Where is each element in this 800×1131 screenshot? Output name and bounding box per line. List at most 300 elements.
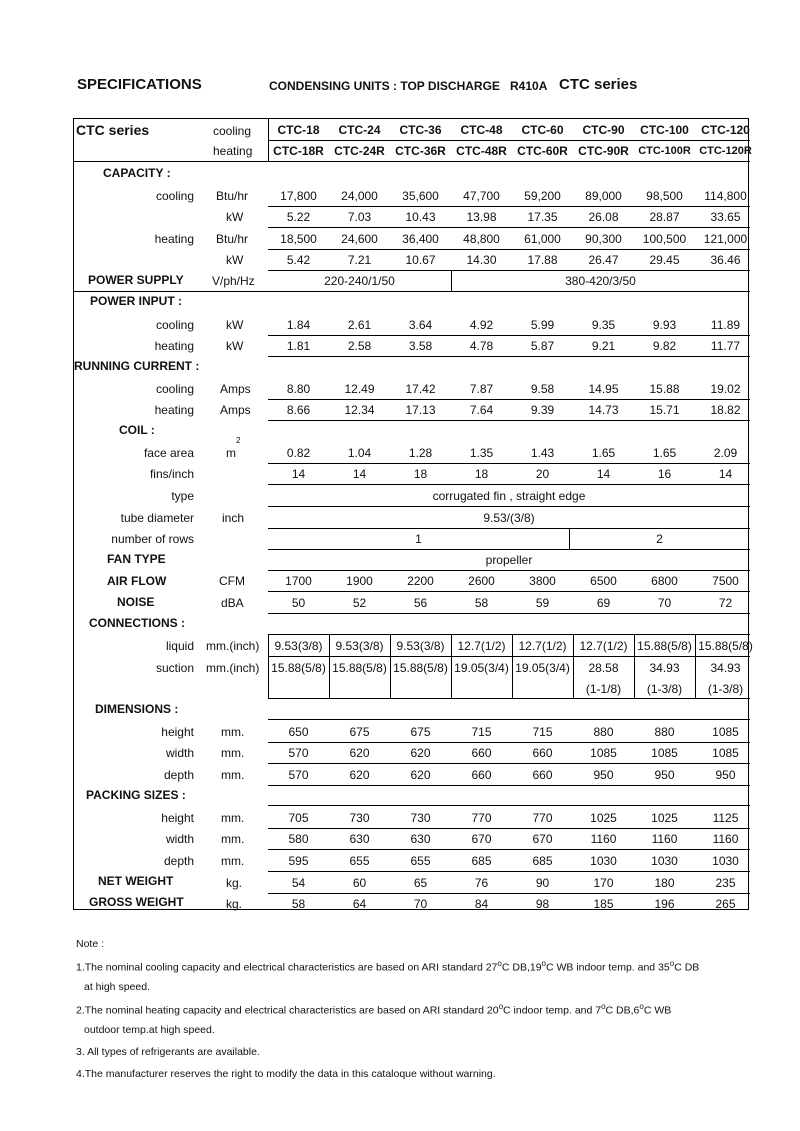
section-running-current: RUNNING CURRENT :	[74, 359, 200, 373]
gross-weight-value: 196	[654, 897, 675, 911]
cell-divider	[512, 634, 513, 698]
liquid-value: 15.88(5/8)	[637, 639, 692, 653]
section-fan-type: FAN TYPE	[107, 552, 166, 566]
section-dimensions: DIMENSIONS :	[95, 702, 179, 716]
capacity-heating-kw-value: 5.42	[286, 253, 311, 267]
liquid-value: 9.53(3/8)	[274, 639, 323, 653]
power-input-cooling-value: 9.93	[652, 318, 677, 332]
capacity-cooling-btu-value: 89,000	[585, 189, 622, 203]
unit-m2-superscript: 2	[236, 436, 241, 445]
unit-m2: m	[226, 446, 236, 460]
capacity-cooling-btu-value: 59,200	[524, 189, 561, 203]
power-input-heating-value: 9.21	[591, 339, 616, 353]
net-weight-value: 65	[413, 876, 428, 890]
power-input-cooling-value: 5.99	[530, 318, 555, 332]
unit-mm: mm.	[221, 725, 245, 739]
section-power-input: POWER INPUT :	[90, 294, 182, 308]
dim-depth-value: 950	[654, 768, 675, 782]
current-heating-value: 14.73	[588, 403, 619, 417]
cell-divider	[390, 634, 391, 698]
row-underline	[268, 399, 750, 400]
pack-depth-value: 1030	[712, 854, 739, 868]
suction-sub-value: (1-3/8)	[646, 682, 683, 696]
power-input-cooling-value: 2.61	[347, 318, 372, 332]
cell-divider	[451, 271, 452, 291]
dim-depth-value: 950	[593, 768, 614, 782]
pack-width-value: 1160	[712, 832, 739, 846]
net-weight-value: 76	[474, 876, 489, 890]
current-cooling-value: 19.02	[710, 382, 741, 396]
current-heating-value: 7.64	[469, 403, 494, 417]
cell-divider	[634, 634, 635, 698]
unit-amps: Amps	[220, 382, 251, 396]
fins-inch-value: 20	[535, 467, 550, 481]
degree-mark: o	[497, 959, 502, 968]
pack-width-value: 1160	[590, 832, 617, 846]
row-underline	[268, 249, 750, 250]
model-heating-name: CTC-90R	[578, 144, 629, 158]
section-gross-weight: GROSS WEIGHT	[89, 895, 184, 909]
capacity-heating-btu-value: 100,500	[642, 232, 687, 246]
note-2-text-c: C DB,6	[605, 1004, 640, 1017]
power-input-heating-value: 3.58	[408, 339, 433, 353]
dim-depth-value: 570	[288, 768, 309, 782]
pack-depth-value: 655	[349, 854, 370, 868]
note-2-text-d: C WB	[643, 1004, 672, 1017]
power-input-cooling-value: 4.92	[469, 318, 494, 332]
unit-cfm: CFM	[219, 574, 245, 588]
current-cooling-value: 15.88	[649, 382, 680, 396]
power-input-heating-value: 11.77	[710, 339, 741, 353]
suction-value: 19.05(3/4)	[515, 661, 570, 675]
power-heating-label: heating	[154, 339, 194, 353]
model-heating-name: CTC-100R	[638, 145, 691, 157]
header-divider	[268, 140, 750, 141]
capacity-heating-kw-value: 36.46	[710, 253, 741, 267]
capacity-heating-btu-value: 36,400	[402, 232, 439, 246]
model-heating-name: CTC-36R	[395, 144, 446, 158]
power-input-heating-value: 2.58	[347, 339, 372, 353]
row-underline	[268, 719, 750, 720]
row-underline	[268, 227, 750, 228]
series-label: CTC series	[76, 122, 150, 138]
fins-inch-value: 14	[352, 467, 367, 481]
face-area-value: 1.35	[469, 446, 494, 460]
power-input-cooling-value: 3.64	[408, 318, 433, 332]
rows-value-a: 1	[415, 532, 422, 546]
full-row-divider	[74, 291, 750, 292]
capacity-cooling-kw-value: 26.08	[588, 210, 619, 224]
pack-depth-value: 655	[410, 854, 431, 868]
section-air-flow: AIR FLOW	[107, 574, 167, 588]
current-heating-value: 17.13	[405, 403, 436, 417]
note-2-cont: outdoor temp.at high speed.	[84, 1024, 215, 1036]
capacity-cooling-kw-value: 17.35	[527, 210, 558, 224]
capacity-cooling-btu-value: 35,600	[402, 189, 439, 203]
power-input-heating-value: 4.78	[469, 339, 494, 353]
current-heating-value: 8.66	[286, 403, 311, 417]
current-heating-label: heating	[154, 403, 194, 417]
model-cooling-name: CTC-100	[640, 123, 689, 137]
pack-width-value: 630	[410, 832, 431, 846]
current-heating-value: 18.82	[710, 403, 741, 417]
capacity-cooling-kw-value: 28.87	[649, 210, 680, 224]
note-3: 3. All types of refrigerants are available.	[76, 1046, 260, 1058]
current-cooling-value: 9.58	[530, 382, 555, 396]
dim-width-value: 620	[410, 746, 431, 760]
tube-diameter-value: 9.53/(3/8)	[483, 511, 535, 525]
unit-mm: mm.	[221, 746, 245, 760]
net-weight-value: 235	[715, 876, 736, 890]
note-2-text-b: C indoor temp. and 7	[503, 1004, 602, 1017]
unit-kw: kW	[226, 318, 244, 332]
net-weight-value: 180	[654, 876, 675, 890]
coil-type-value: corrugated fin , straight edge	[432, 489, 586, 503]
row-underline	[268, 656, 750, 657]
unit-dba: dBA	[221, 596, 244, 610]
power-input-cooling-value: 11.89	[710, 318, 741, 332]
row-heating-label: heating	[213, 144, 253, 158]
fins-inch-label: fins/inch	[149, 467, 194, 481]
dim-height-value: 715	[532, 725, 553, 739]
pack-depth-value: 1030	[590, 854, 617, 868]
note-1-text-c: C WB indoor temp. and 35	[546, 961, 670, 974]
power-supply-single: 220-240/1/50	[324, 274, 395, 288]
row-underline	[268, 805, 750, 806]
current-cooling-value: 7.87	[469, 382, 494, 396]
dim-depth-value: 620	[349, 768, 370, 782]
row-underline	[268, 591, 750, 592]
model-heating-name: CTC-120R	[699, 145, 752, 157]
model-heating-name: CTC-24R	[334, 144, 385, 158]
unit-mm: mm.	[221, 854, 245, 868]
pack-depth-label: depth	[163, 854, 194, 868]
page-title: SPECIFICATIONS	[77, 76, 202, 93]
capacity-heating-btu-value: 61,000	[524, 232, 561, 246]
model-cooling-name: CTC-120	[701, 123, 750, 137]
suction-value: 28.58	[588, 661, 619, 675]
power-supply-three: 380-420/3/50	[565, 274, 636, 288]
current-cooling-value: 8.80	[286, 382, 311, 396]
section-connections: CONNECTIONS :	[89, 616, 185, 630]
row-underline	[268, 893, 750, 894]
model-heating-name: CTC-18R	[273, 144, 324, 158]
row-underline	[268, 763, 750, 764]
dim-width-value: 570	[288, 746, 309, 760]
cell-divider	[573, 634, 574, 698]
capacity-heating-kw-value: 10.67	[405, 253, 436, 267]
dim-height-value: 675	[410, 725, 431, 739]
pack-height-value: 705	[288, 811, 309, 825]
capacity-cooling-kw-value: 13.98	[466, 210, 497, 224]
noise-value: 69	[596, 596, 611, 610]
section-coil: COIL :	[119, 423, 155, 437]
dim-height-value: 650	[288, 725, 309, 739]
pack-height-value: 730	[349, 811, 370, 825]
capacity-heating-label: heating	[154, 232, 194, 246]
liquid-label: liquid	[165, 639, 194, 653]
capacity-heating-kw-value: 14.30	[466, 253, 497, 267]
power-input-heating-value: 1.81	[286, 339, 311, 353]
face-area-value: 1.43	[530, 446, 555, 460]
pack-depth-value: 1030	[651, 854, 678, 868]
dim-depth-value: 660	[532, 768, 553, 782]
row-underline	[268, 613, 750, 614]
row-underline	[268, 828, 750, 829]
unit-btu: Btu/hr	[216, 232, 249, 246]
face-area-value: 0.82	[286, 446, 311, 460]
fins-inch-value: 18	[413, 467, 428, 481]
section-net-weight: NET WEIGHT	[98, 874, 174, 888]
row-underline	[268, 506, 750, 507]
pack-height-value: 730	[410, 811, 431, 825]
notes-title: Note :	[76, 938, 105, 950]
unit-mm: mm.	[221, 768, 245, 782]
row-underline	[268, 849, 750, 850]
unit-mm: mm.	[221, 811, 245, 825]
dim-depth-value: 950	[715, 768, 736, 782]
section-power-supply: POWER SUPPLY	[88, 273, 184, 287]
degree-mark: o	[601, 1002, 606, 1011]
capacity-cooling-kw-value: 5.22	[286, 210, 311, 224]
note-2	[76, 1002, 671, 1017]
note-2-text: 2.The nominal heating capacity and electrical characteristics are based on ARI standard 20	[76, 1004, 499, 1017]
liquid-value: 12.7(1/2)	[518, 639, 567, 653]
unit-kw: kW	[226, 210, 244, 224]
model-cooling-name: CTC-48	[460, 123, 503, 137]
section-packing-sizes: PACKING SIZES :	[86, 788, 186, 802]
capacity-heating-kw-value: 26.47	[588, 253, 619, 267]
row-underline	[268, 742, 750, 743]
capacity-heating-kw-value: 29.45	[649, 253, 680, 267]
power-cooling-label: cooling	[155, 318, 194, 332]
noise-value: 50	[291, 596, 306, 610]
dim-width-value: 660	[532, 746, 553, 760]
series-title: CTC series	[559, 76, 638, 93]
cell-divider	[268, 634, 269, 698]
air-flow-value: 2200	[407, 574, 434, 588]
row-underline	[268, 335, 750, 336]
cell-divider	[451, 634, 452, 698]
pack-width-value: 630	[349, 832, 370, 846]
dim-height-value: 1085	[712, 725, 739, 739]
spec-table	[73, 118, 753, 911]
fins-inch-value: 18	[474, 467, 489, 481]
air-flow-value: 6500	[590, 574, 617, 588]
capacity-heating-kw-value: 7.21	[347, 253, 372, 267]
liquid-value: 15.88(5/8)	[698, 639, 753, 653]
pack-depth-value: 685	[471, 854, 492, 868]
dim-width-label: width	[165, 746, 194, 760]
cell-divider	[329, 634, 330, 698]
rows-label: number of rows	[111, 532, 194, 546]
suction-sub-value: (1-1/8)	[585, 682, 622, 696]
degree-mark: o	[541, 959, 546, 968]
capacity-heating-btu-value: 90,300	[585, 232, 622, 246]
air-flow-value: 3800	[529, 574, 556, 588]
pack-width-label: width	[165, 832, 194, 846]
face-area-label: face area	[143, 446, 194, 460]
pack-depth-value: 685	[532, 854, 553, 868]
model-cooling-name: CTC-60	[521, 123, 564, 137]
suction-value: 15.88(5/8)	[271, 661, 326, 675]
row-underline	[268, 785, 750, 786]
suction-value: 15.88(5/8)	[332, 661, 387, 675]
face-area-value: 1.65	[591, 446, 616, 460]
dim-width-value: 1085	[651, 746, 678, 760]
liquid-value: 9.53(3/8)	[335, 639, 384, 653]
model-cooling-name: CTC-18	[277, 123, 320, 137]
capacity-heating-btu-value: 24,600	[341, 232, 378, 246]
current-cooling-value: 17.42	[405, 382, 436, 396]
current-heating-value: 15.71	[649, 403, 680, 417]
liquid-value: 9.53(3/8)	[396, 639, 445, 653]
suction-value: 34.93	[710, 661, 741, 675]
header-bottom	[74, 161, 750, 162]
capacity-cooling-label: cooling	[155, 189, 194, 203]
model-cooling-name: CTC-90	[582, 123, 625, 137]
face-area-value: 1.04	[347, 446, 372, 460]
gross-weight-value: 98	[535, 897, 550, 911]
pack-depth-value: 595	[288, 854, 309, 868]
cell-divider	[268, 119, 269, 161]
unit-kw: kW	[226, 253, 244, 267]
dim-height-label: height	[161, 725, 194, 739]
degree-mark: o	[639, 1002, 644, 1011]
fins-inch-value: 14	[596, 467, 611, 481]
power-input-heating-value: 5.87	[530, 339, 555, 353]
unit-mm-inch: mm.(inch)	[206, 639, 260, 653]
gross-weight-value: 84	[474, 897, 489, 911]
current-heating-value: 12.34	[344, 403, 375, 417]
note-1-cont: at high speed.	[84, 981, 150, 993]
noise-value: 58	[474, 596, 489, 610]
face-area-value: 2.09	[713, 446, 738, 460]
note-4: 4.The manufacturer reserves the right to modify the data in this cataloque without warning.	[76, 1068, 496, 1080]
air-flow-value: 7500	[712, 574, 739, 588]
dim-width-value: 620	[349, 746, 370, 760]
row-underline	[268, 463, 750, 464]
dim-height-value: 880	[593, 725, 614, 739]
noise-value: 59	[535, 596, 550, 610]
row-cooling-label: cooling	[213, 124, 252, 138]
capacity-cooling-btu-value: 17,800	[280, 189, 317, 203]
section-capacity: CAPACITY :	[103, 166, 171, 180]
row-underline	[268, 549, 750, 550]
row-underline	[268, 871, 750, 872]
dim-width-value: 1085	[712, 746, 739, 760]
capacity-cooling-kw-value: 33.65	[710, 210, 741, 224]
dim-depth-label: depth	[163, 768, 194, 782]
pack-height-value: 770	[532, 811, 553, 825]
unit-mm: mm.	[221, 832, 245, 846]
row-underline	[268, 634, 750, 635]
pack-height-value: 1025	[590, 811, 617, 825]
power-input-heating-value: 9.82	[652, 339, 677, 353]
air-flow-value: 1700	[285, 574, 312, 588]
current-cooling-value: 12.49	[344, 382, 375, 396]
unit-inch: inch	[222, 511, 245, 525]
model-heating-name: CTC-48R	[456, 144, 507, 158]
pack-width-value: 580	[288, 832, 309, 846]
dim-height-value: 715	[471, 725, 492, 739]
rows-value-b: 2	[656, 532, 663, 546]
dim-width-value: 1085	[590, 746, 617, 760]
refrigerant-label: R410A	[510, 79, 548, 93]
current-heating-value: 9.39	[530, 403, 555, 417]
dim-depth-value: 660	[471, 768, 492, 782]
air-flow-value: 1900	[346, 574, 373, 588]
gross-weight-value: 185	[593, 897, 614, 911]
capacity-cooling-kw-value: 7.03	[347, 210, 372, 224]
pack-height-label: height	[161, 811, 194, 825]
unit-kw: kW	[226, 339, 244, 353]
model-heating-name: CTC-60R	[517, 144, 568, 158]
capacity-cooling-btu-value: 47,700	[463, 189, 500, 203]
pack-width-value: 670	[532, 832, 553, 846]
pack-height-value: 1025	[651, 811, 678, 825]
unit-vph: V/ph/Hz	[212, 274, 255, 288]
pack-width-value: 1160	[651, 832, 678, 846]
gross-weight-value: 70	[413, 897, 428, 911]
pack-width-value: 670	[471, 832, 492, 846]
cell-divider	[695, 634, 696, 698]
gross-weight-value: 265	[715, 897, 736, 911]
unit-kg: kg.	[226, 876, 243, 890]
row-underline	[268, 484, 750, 485]
row-underline	[268, 356, 750, 357]
coil-type-label: type	[171, 489, 194, 503]
net-weight-value: 54	[291, 876, 306, 890]
suction-sub-value: (1-3/8)	[707, 682, 744, 696]
capacity-heating-btu-value: 18,500	[280, 232, 317, 246]
cell-divider	[569, 528, 570, 549]
note-1-text-b: C DB,19	[501, 961, 542, 974]
page-subtitle: CONDENSING UNITS : TOP DISCHARGE	[269, 79, 500, 93]
model-cooling-name: CTC-36	[399, 123, 442, 137]
note-1-text-d: C DB	[674, 961, 700, 974]
capacity-heating-kw-value: 17.88	[527, 253, 558, 267]
unit-mm-inch: mm.(inch)	[206, 661, 260, 675]
row-underline	[268, 698, 750, 699]
capacity-cooling-btu-value: 98,500	[646, 189, 683, 203]
power-input-cooling-value: 9.35	[591, 318, 616, 332]
current-cooling-value: 14.95	[588, 382, 619, 396]
row-underline	[268, 528, 750, 529]
noise-value: 72	[718, 596, 733, 610]
suction-value: 19.05(3/4)	[454, 661, 509, 675]
row-underline	[268, 206, 750, 207]
fins-inch-value: 14	[291, 467, 306, 481]
capacity-heating-btu-value: 48,800	[463, 232, 500, 246]
capacity-heating-btu-value: 121,000	[703, 232, 748, 246]
suction-value: 34.93	[649, 661, 680, 675]
dim-width-value: 660	[471, 746, 492, 760]
tube-diameter-label: tube diameter	[120, 511, 194, 525]
pack-height-value: 1125	[712, 811, 739, 825]
net-weight-value: 170	[593, 876, 614, 890]
note-1	[76, 959, 699, 974]
noise-value: 70	[657, 596, 672, 610]
current-cooling-label: cooling	[155, 382, 194, 396]
power-input-cooling-value: 1.84	[286, 318, 311, 332]
fins-inch-value: 14	[718, 467, 733, 481]
noise-value: 52	[352, 596, 367, 610]
row-underline	[268, 420, 750, 421]
gross-weight-value: 58	[291, 897, 306, 911]
row-underline	[268, 570, 750, 571]
dim-height-value: 675	[349, 725, 370, 739]
